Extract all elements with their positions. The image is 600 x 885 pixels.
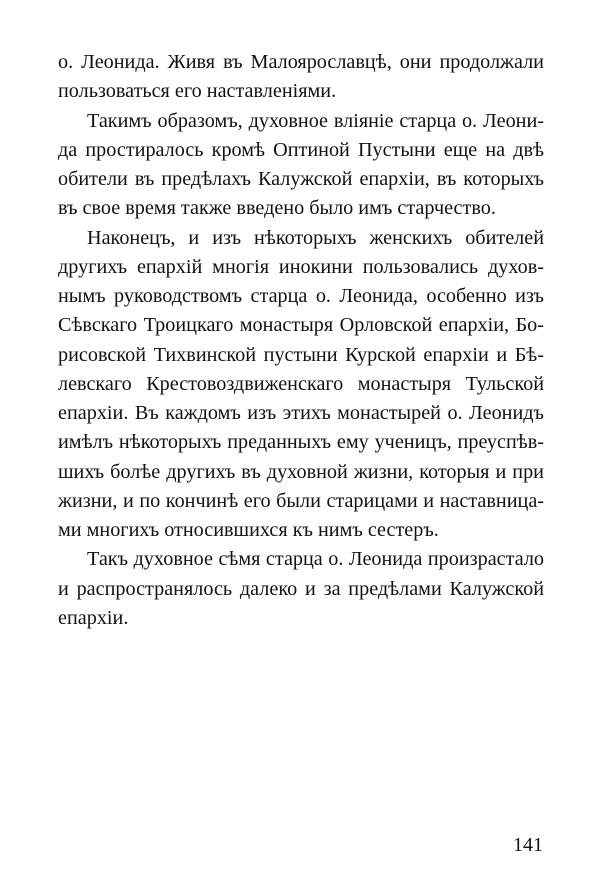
text-line: Наконецъ, и изъ нѣкоторыхъ женскихъ обителей — [87, 226, 544, 249]
text-line: шихъ болѣе другихъ въ духовной жизни, которыя и при — [58, 460, 544, 483]
text-line: имѣлъ нѣкоторыхъ преданныхъ ему ученицъ, преуспѣв- — [58, 431, 544, 454]
text-line: жизни, и по кончинѣ его были старицами и наставница- — [58, 489, 544, 512]
paragraph-3 — [58, 224, 544, 546]
paragraph-2 — [58, 107, 544, 224]
text-line: рисовской Тихвинской пустыни Курской епархіи и Бѣ- — [58, 343, 544, 366]
text-line: ми многихъ относившихся къ нимъ сестеръ. — [58, 519, 439, 541]
text-line: въ свое время также введено было имъ старчество. — [58, 197, 496, 220]
text-line: пользоваться его наставленіями. — [58, 80, 337, 103]
paragraph-4 — [58, 545, 544, 633]
text-line: Сѣвскаго Троицкаго монастыря Орловской епархіи, Бо- — [58, 314, 544, 337]
text-line: епархіи. Въ каждомъ изъ этихъ монастырей о. Леонидъ — [58, 402, 544, 424]
text-line: левскаго Крестовоздвиженскаго монастыря Тульской — [58, 372, 544, 395]
text-line: Такимъ образомъ, духовное вліяніе старца о. Леони- — [87, 109, 544, 132]
body-text — [58, 48, 544, 633]
text-line: обители въ предѣлахъ Калужской епархіи, въ которыхъ — [58, 168, 544, 190]
text-line: Такъ духовное сѣмя старца о. Леонида произрастало — [87, 548, 544, 571]
text-line: епархіи. — [58, 606, 129, 629]
text-line: о. Леонида. Живя въ Малоярославцѣ, они продолжали — [58, 51, 544, 73]
text-line: другихъ епархій многія инокини пользовались духов- — [58, 255, 544, 278]
page-number: 141 — [513, 834, 543, 856]
text-line: нымъ руководствомъ старца о. Леонида, особенно изъ — [58, 285, 544, 307]
text-line: да простиралось кромѣ Оптиной Пустыни еще на двѣ — [58, 138, 544, 161]
paragraph-1 — [58, 48, 544, 107]
text-line: и распространялось далеко и за предѣлами Калужской — [58, 577, 544, 600]
